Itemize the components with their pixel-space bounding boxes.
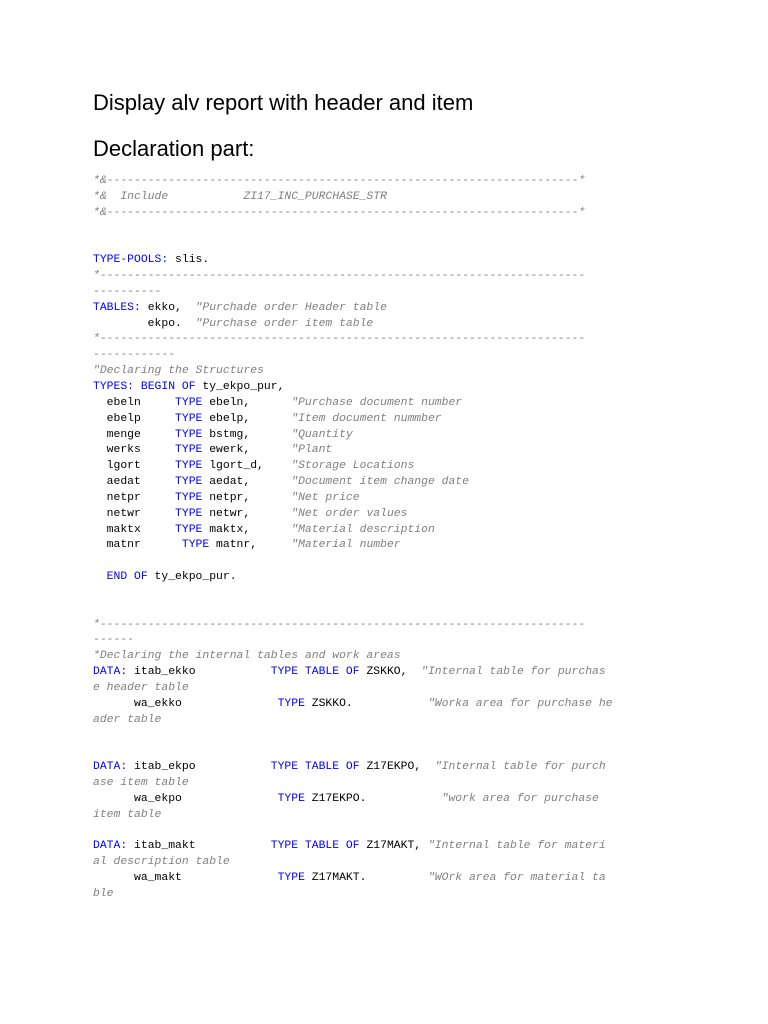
code-line: [93, 697, 683, 713]
code-keyword: END OF: [106, 571, 148, 584]
code-keyword: TYPE: [277, 872, 305, 885]
code-text: Z17EKPO.: [304, 792, 442, 805]
page-title: Display alv report with header and item: [93, 90, 474, 115]
code-keyword: DATA:: [93, 666, 128, 679]
code-keyword: DATA:: [93, 840, 128, 853]
code-comment: ------: [93, 634, 135, 647]
code-line: [93, 507, 683, 523]
code-line: [93, 808, 683, 824]
code-text: ebelp: [93, 412, 176, 425]
code-line: [93, 744, 683, 760]
code-keyword: TYPE: [175, 428, 203, 441]
code-text: netpr: [93, 491, 176, 504]
code-text: itab_ekpo: [127, 761, 271, 774]
code-keyword: TYPE: [175, 412, 203, 425]
code-line: [93, 618, 683, 634]
code-comment: "Net order values: [291, 507, 408, 520]
code-comment: "work area for purchase: [441, 792, 599, 805]
code-text: slis.: [168, 254, 210, 267]
code-comment: "Internal table for purch: [434, 761, 606, 774]
code-line: [93, 792, 683, 808]
code-keyword: TYPE: [175, 396, 203, 409]
code-line: [93, 887, 683, 903]
code-line: [93, 332, 683, 348]
code-text: ty_ekpo_pur.: [147, 571, 237, 584]
code-text: wa_makt: [93, 872, 278, 885]
code-text: maktx: [93, 523, 176, 536]
code-text: ZSKKO,: [359, 666, 422, 679]
code-comment: *&---------------------------------------------------------------------*: [93, 175, 586, 187]
code-comment: ase item table: [93, 777, 189, 790]
code-line: [93, 348, 683, 364]
code-text: ebeln,: [202, 396, 292, 409]
code-line: [93, 871, 683, 887]
code-keyword: TYPE TABLE OF: [270, 840, 360, 853]
code-line: [93, 681, 683, 697]
code-comment: "Plant: [291, 444, 333, 457]
code-text: Z17MAKT,: [359, 840, 428, 853]
code-text: Z17EKPO,: [359, 761, 435, 774]
code-keyword: TYPES:: [93, 380, 135, 393]
code-text: lgort_d,: [202, 460, 292, 473]
code-line: [93, 412, 683, 428]
code-keyword: TYPE: [277, 697, 305, 710]
code-line: [93, 554, 683, 570]
code-comment: *Declaring the internal tables and work areas: [93, 650, 401, 663]
code-line: [93, 459, 683, 475]
code-comment: *-----------------------------------------------------------------------: [93, 333, 586, 346]
code-line: [93, 523, 683, 539]
code-line: [93, 364, 683, 380]
code-text: aedat,: [202, 476, 292, 489]
code-line: [93, 586, 683, 602]
code-comment: "Document item change date: [291, 476, 469, 489]
code-text: [134, 381, 141, 393]
code-comment: "Material number: [291, 539, 401, 552]
code-comment: "Worka area for purchase he: [427, 697, 613, 710]
code-comment: *& Include ZI17_INC_PURCHASE_STR: [93, 190, 387, 203]
section-heading: Declaration part:: [93, 136, 255, 161]
code-comment: *-----------------------------------------------------------------------: [93, 618, 586, 631]
code-text: ewerk,: [202, 444, 292, 457]
code-line: [93, 475, 683, 491]
code-line: [93, 174, 683, 190]
code-line: [93, 301, 683, 317]
code-text: itab_ekko: [127, 666, 271, 679]
code-comment: "WOrk area for material ta: [427, 872, 606, 885]
code-line: [93, 285, 683, 301]
code-text: netwr,: [202, 507, 292, 520]
code-comment: "Purchase document number: [291, 396, 463, 409]
code-comment: "Item document nummber: [291, 412, 442, 425]
code-text: netwr: [93, 507, 176, 520]
code-comment: ader table: [93, 713, 162, 726]
code-text: ebelp,: [202, 412, 292, 425]
code-keyword: TYPE: [277, 792, 305, 805]
code-text: ebeln: [93, 396, 176, 409]
code-comment: *-----------------------------------------------------------------------: [93, 270, 586, 283]
code-line: [93, 855, 683, 871]
code-line: [93, 729, 683, 745]
code-keyword: TYPE: [175, 491, 203, 504]
code-line: [93, 206, 683, 222]
code-line: [93, 665, 683, 681]
code-keyword: TYPE: [175, 444, 203, 457]
code-keyword: BEGIN OF: [140, 380, 196, 393]
code-comment: "Purchase order item table: [195, 317, 374, 330]
code-line: [93, 760, 683, 776]
code-line: [93, 222, 683, 238]
code-comment: "Quantity: [291, 428, 353, 441]
code-line: [93, 633, 683, 649]
code-comment: "Material description: [291, 523, 435, 536]
code-text: matnr: [93, 539, 182, 552]
code-comment: al description table: [93, 856, 230, 869]
code-keyword: TYPE: [175, 460, 203, 473]
code-line: [93, 190, 683, 206]
code-keyword: TABLES:: [93, 301, 141, 314]
code-line: [93, 396, 683, 412]
code-comment: "Purchade order Header table: [195, 301, 387, 314]
code-text: Z17MAKT.: [304, 872, 428, 885]
code-line: [93, 713, 683, 729]
code-line: [93, 491, 683, 507]
code-comment: "Declaring the Structures: [93, 365, 264, 378]
code-keyword: TYPE: [175, 507, 203, 520]
code-line: [93, 570, 683, 586]
code-comment: "Net price: [291, 491, 360, 504]
code-line: [93, 649, 683, 665]
code-text: maktx,: [202, 523, 292, 536]
code-comment: "Storage Locations: [291, 460, 415, 473]
code-comment: *&---------------------------------------------------------------------*: [93, 206, 586, 219]
code-comment: ------------: [93, 349, 176, 362]
code-line: [93, 839, 683, 855]
code-text: menge: [93, 428, 176, 441]
code-text: ty_ekpo_pur,: [195, 380, 285, 393]
code-keyword: TYPE TABLE OF: [270, 666, 360, 679]
code-text: netpr,: [202, 491, 292, 504]
code-line: [93, 253, 683, 269]
code-text: aedat: [93, 476, 176, 489]
code-text: ZSKKO.: [304, 697, 428, 710]
code-comment: "Internal table for purchas: [421, 666, 606, 679]
code-block: [93, 174, 683, 903]
code-line: [93, 443, 683, 459]
code-line: [93, 602, 683, 618]
code-text: ekpo.: [93, 317, 196, 330]
code-comment: "Internal table for materi: [427, 840, 606, 853]
code-text: matnr,: [209, 539, 292, 552]
code-line: [93, 538, 683, 554]
code-keyword: TYPE: [175, 476, 203, 489]
code-line: [93, 380, 683, 396]
code-keyword: DATA:: [93, 761, 128, 774]
code-text: lgort: [93, 460, 176, 473]
code-line: [93, 824, 683, 840]
code-keyword: TYPE-POOLS:: [93, 254, 169, 267]
code-keyword: TYPE TABLE OF: [270, 761, 360, 774]
code-comment: ----------: [93, 285, 162, 298]
code-line: [93, 317, 683, 333]
code-text: bstmg,: [202, 428, 292, 441]
code-text: [93, 571, 107, 583]
code-comment: e header table: [93, 682, 189, 694]
code-comment: ble: [93, 887, 114, 900]
code-text: itab_makt: [127, 840, 271, 853]
code-line: [93, 269, 683, 285]
code-keyword: TYPE: [181, 539, 210, 552]
code-keyword: TYPE: [175, 523, 203, 536]
code-line: [93, 428, 683, 444]
code-text: werks: [93, 444, 176, 457]
code-comment: item table: [93, 808, 162, 821]
code-text: wa_ekko: [93, 697, 278, 710]
code-line: [93, 776, 683, 792]
code-line: [93, 237, 683, 253]
code-text: wa_ekpo: [93, 792, 278, 805]
code-text: ekko,: [140, 301, 196, 314]
